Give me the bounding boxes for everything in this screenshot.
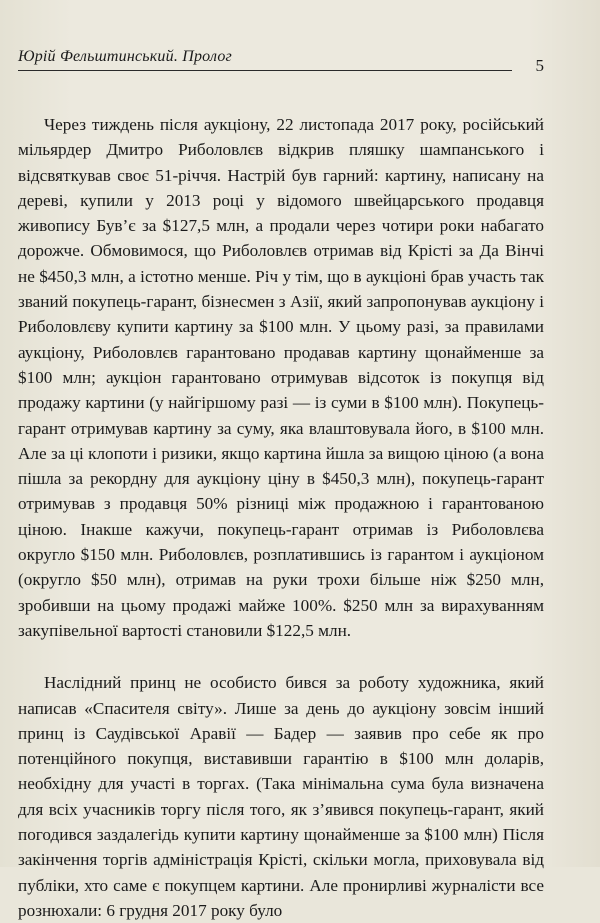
paragraph-2: Наслідний принц не особисто бився за роботу художника, який написав «Спасителя світу». Лише за день до аукціону зовсім інший принц із Саудівської Аравії — Бадер — заявив про себе як про потенційного покупця, виставивши гарантію в $100 млн доларів, необхідну для участі в торгах. (Така мінімальна сума була визначена для всіх учасників торгу після того, як з’явився покупець-гарант, який погодився заздалегідь купити картину щонайменше за $100 млн) Після закінчення торгів адміністрація Крісті, скільки могла, приховувала від публіки, хто саме є покупцем картини. Але пронирливі журналісти все рознюхали: 6 грудня 2017 року було: [18, 673, 544, 920]
header-rule: [18, 70, 512, 71]
running-title: Юрій Фельштинський. Пролог: [18, 48, 232, 65]
page-number: 5: [535, 56, 544, 75]
paragraph-1: Через тиждень після аукціону, 22 листопада 2017 року, російський мільярдер Дмитро Риболовлєв відкрив пляшку шампанського і відсвяткував своє 51-річчя. Настрій був гарний: картину, написану на дереві, купили у 2013 році у відомого швейцарського продавця живопису Був’є за $127,5 млн, а продали через чотири роки набагато дорожче. Обмовимося, що Риболовлєв отримав від Крісті за Да Вінчі не $450,3 млн, а істотно менше. Річ у тім, що в аукціоні брав участь так званий покупець-гарант, бізнесмен з Азії, який запропонував аукціону і Риболовлєву купити картину за $100 млн. У цьому разі, за правилами аукціону, Риболовлєв гарантовано продавав картину щонайменше за $100 млн; аукціон гарантовано отримував відсоток із покупця від продажу картини (у найгіршому разі — із суми в $100 млн). Покупець-гарант отримував картину за суму, яка влаштовувала його, в $100 млн. Але за ці клопоти і ризики, якщо картина йшла за вищою ціною (а вона пішла за рекордну для аукціону ціну в $450,3 млн), покупець-гарант отримував з продавця 50% різниці між продажною і гарантованою ціною. Інакше кажучи, покупець-гарант отримав із Риболовлєва округло $150 млн. Риболовлєв, розплатившись із гарантом і аукціоном (округло $50 млн), отримав на руки трохи більше ніж $250 млн, зробивши на цьому продажі майже 100%. $250 млн за вирахуванням закупівельної вартості становили $122,5 млн.: [18, 115, 544, 640]
body-text: [18, 112, 544, 923]
